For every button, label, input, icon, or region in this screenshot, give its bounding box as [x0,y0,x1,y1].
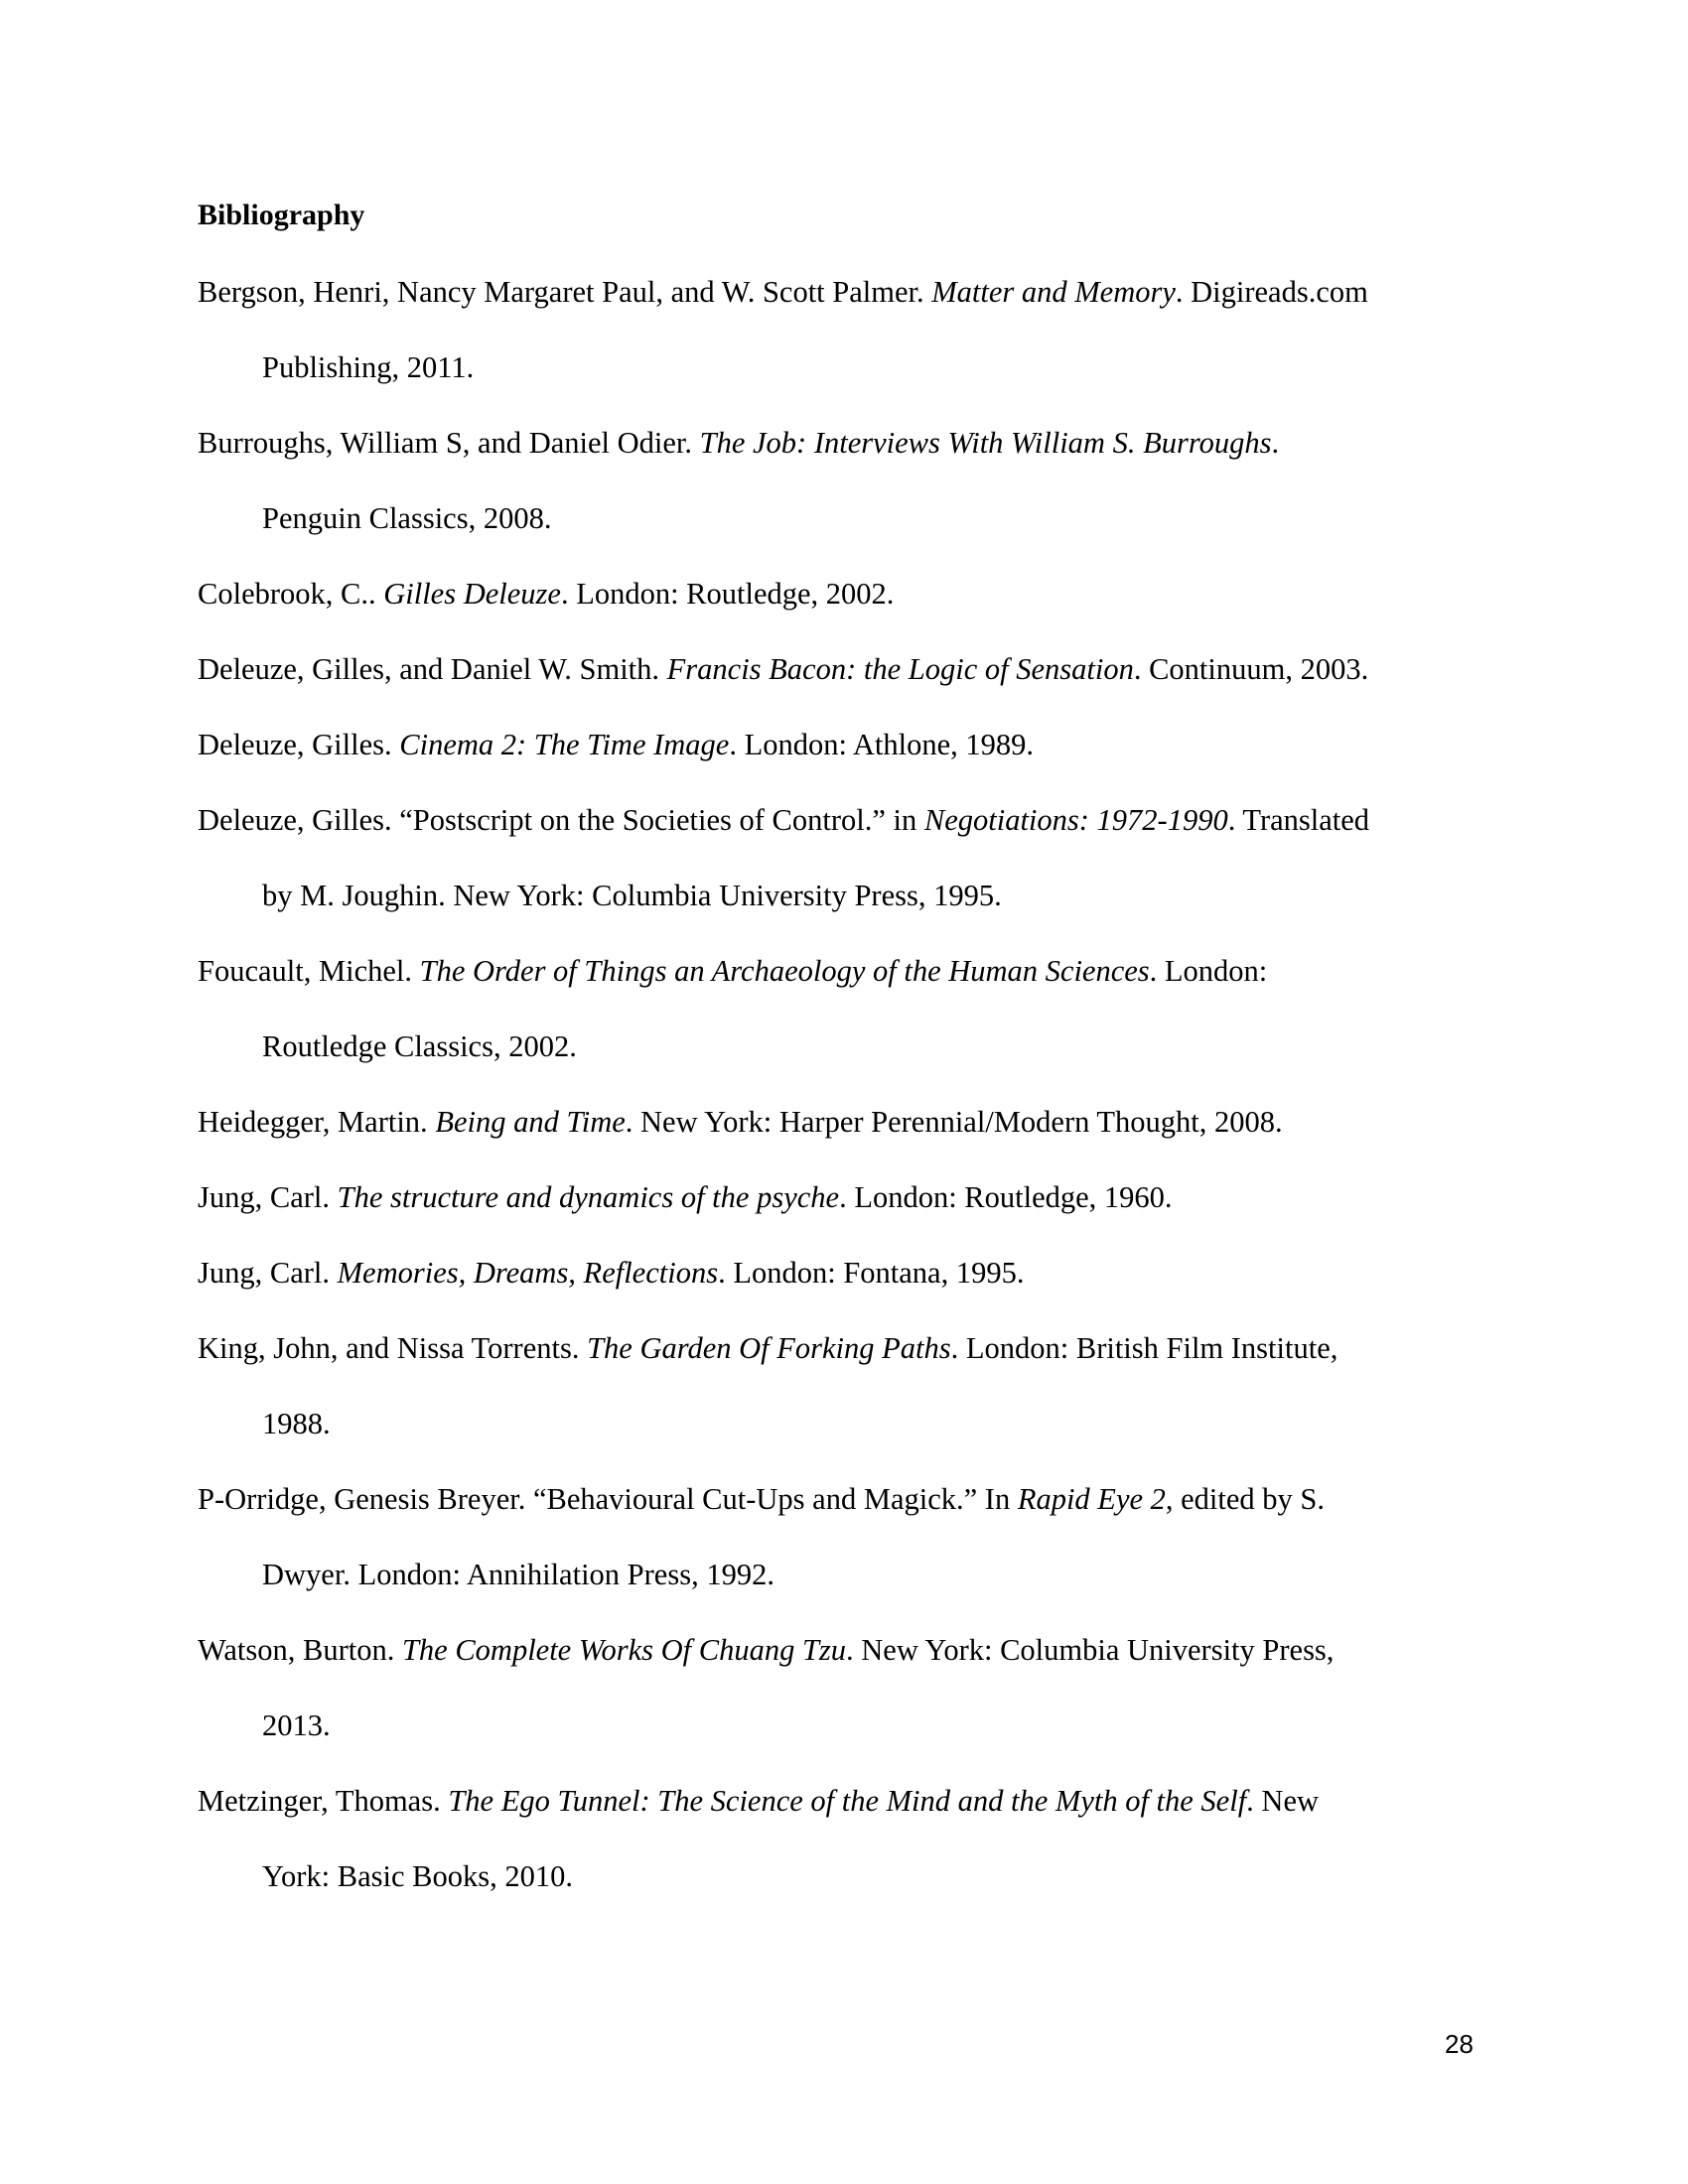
entry-title: Rapid Eye 2 [1017,1482,1166,1516]
entry-text: . New [1246,1784,1320,1818]
entry-text: Watson, Burton. [198,1633,402,1667]
bibliography-heading: Bibliography [198,199,365,231]
entry-title: The Ego Tunnel: The Science of the Mind and the Myth of the Self [448,1784,1247,1818]
entry-text: King, John, and Nissa Torrents. [198,1331,588,1365]
entry-title: The Garden Of Forking Paths [587,1331,951,1365]
bibliography-entry-continuation [262,1707,331,1743]
entry-text: Heidegger, Martin. [198,1105,436,1139]
entry-text: Publishing, 2011. [262,350,475,384]
bibliography-entry [198,1632,1334,1668]
entry-text: . [1271,426,1280,460]
entry-text: Foucault, Michel. [198,954,420,988]
bibliography-entry [198,274,1368,310]
entry-text: Dwyer. London: Annihilation Press, 1992. [262,1558,774,1591]
page-number: 28 [1445,2029,1474,2059]
entry-title: Being and Time [435,1105,626,1139]
entry-title: Negotiations: 1972-1990 [923,803,1228,837]
entry-title: Francis Bacon: the Logic of Sensation [666,652,1134,686]
entry-text: Jung, Carl. [198,1256,338,1290]
entry-text: Bergson, Henri, Nancy Margaret Paul, and W. Scott Palmer. [198,275,932,309]
entry-title: The structure and dynamics of the psyche [337,1180,840,1214]
entry-text: . London: Routledge, 1960. [839,1180,1173,1214]
entry-text: . New York: Columbia University Press, [846,1633,1335,1667]
entry-title: Matter and Memory [931,275,1176,309]
bibliography-entry [198,1783,1319,1819]
entry-title: Gilles Deleuze [383,577,561,611]
entry-text: Penguin Classics, 2008. [262,501,552,535]
bibliography-entry [198,651,1368,687]
bibliography-entry-continuation [262,500,551,536]
bibliography-entry [198,425,1279,461]
bibliography-entry [198,1255,1024,1291]
entry-text: . Digireads.com [1175,275,1368,309]
entry-text: . Continuum, 2003. [1133,652,1369,686]
entry-text: . New York: Harper Perennial/Modern Thought, 2008. [625,1105,1283,1139]
entry-text: Burroughs, William S, and Daniel Odier. [198,426,700,460]
bibliography-entry-continuation [262,349,474,385]
entry-text: . Translated [1227,803,1370,837]
bibliography-entry [198,1481,1325,1517]
bibliography-entry [198,1330,1337,1366]
entry-text: Metzinger, Thomas. [198,1784,449,1818]
entry-text: . London: [1149,954,1268,988]
entry-text: . London: Fontana, 1995. [718,1256,1025,1290]
entry-text: , edited by S. [1165,1482,1326,1516]
bibliography-entry [198,1179,1173,1215]
entry-text: Deleuze, Gilles. [198,728,400,761]
bibliography-entry-continuation [262,1858,573,1894]
bibliography-entry [198,727,1034,762]
entry-text: . London: British Film Institute, [950,1331,1338,1365]
bibliography-entry [198,953,1267,989]
bibliography-entry-continuation [262,1028,577,1064]
entry-text: . London: Athlone, 1989. [729,728,1035,761]
entry-title: The Complete Works Of Chuang Tzu [401,1633,847,1667]
bibliography-entry [198,1104,1283,1140]
bibliography-entry-continuation [262,1557,774,1592]
entry-text: . London: Routledge, 2002. [560,577,895,611]
entry-title: The Order of Things an Archaeology of the Human Sciences [419,954,1150,988]
entry-title: The Job: Interviews With William S. Burroughs [699,426,1272,460]
entry-text: by M. Joughin. New York: Columbia University Press, 1995. [262,879,1002,912]
entry-text: Deleuze, Gilles, and Daniel W. Smith. [198,652,667,686]
entry-text: York: Basic Books, 2010. [262,1859,573,1893]
entry-title: Memories, Dreams, Reflections [337,1256,719,1290]
entry-text: 2013. [262,1708,331,1742]
entry-text: 1988. [262,1407,331,1440]
bibliography-entry [198,576,894,612]
bibliography-entry-continuation [262,1406,331,1441]
entry-text: Deleuze, Gilles. “Postscript on the Societies of Control.” in [198,803,924,837]
entry-text: P-Orridge, Genesis Breyer. “Behavioural Cut-Ups and Magick.” In [198,1482,1018,1516]
entry-text: Jung, Carl. [198,1180,338,1214]
entry-title: Cinema 2: The Time Image [399,728,730,761]
bibliography-entry [198,802,1369,838]
entry-text: Routledge Classics, 2002. [262,1029,577,1063]
entry-text: Colebrook, C.. [198,577,384,611]
bibliography-entry-continuation [262,878,1002,913]
